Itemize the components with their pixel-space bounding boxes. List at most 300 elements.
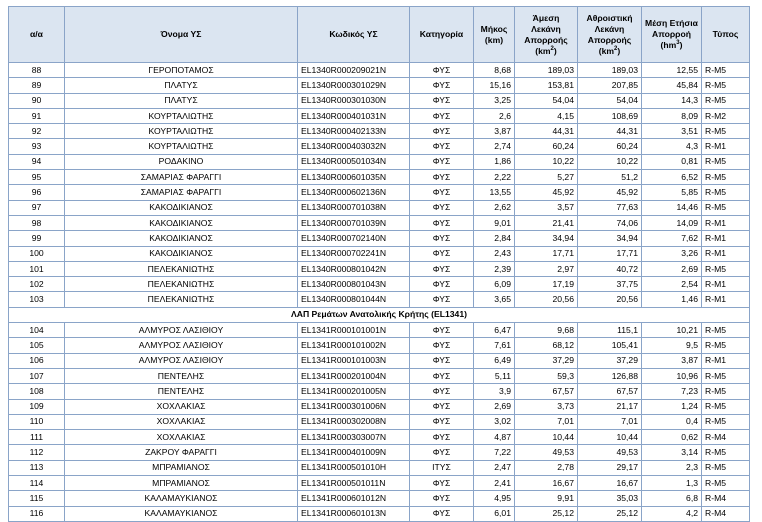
cell-code: EL1340R000209021N	[298, 63, 410, 78]
cell-cumulative-basin: 207,85	[578, 78, 642, 93]
cell-type: R-M5	[702, 460, 750, 475]
cell-cumulative-basin: 7,01	[578, 414, 642, 429]
table-row	[9, 277, 750, 292]
cell-direct-basin: 17,19	[515, 277, 578, 292]
cell-aa: 112	[9, 445, 65, 460]
cell-name: ΣΑΜΑΡΙΑΣ ΦΑΡΑΓΓΙ	[65, 170, 298, 185]
cell-length: 8,68	[474, 63, 515, 78]
cell-annual-runoff: 8,09	[642, 108, 702, 123]
table-row	[9, 491, 750, 506]
cell-type: R-M5	[702, 323, 750, 338]
cell-annual-runoff: 3,87	[642, 353, 702, 368]
header-annual-runoff	[642, 7, 702, 63]
header-annual-runoff-sup: 3	[676, 40, 680, 47]
cell-name: ΚΟΥΡΤΑΛΙΩΤΗΣ	[65, 124, 298, 139]
cell-length: 15,16	[474, 78, 515, 93]
cell-category: ΙΤΥΣ	[410, 460, 474, 475]
cell-category: ΦΥΣ	[410, 93, 474, 108]
cell-aa: 95	[9, 170, 65, 185]
cell-cumulative-basin: 77,63	[578, 200, 642, 215]
cell-name: ΑΛΜΥΡΟΣ ΛΑΣΙΘΙΟΥ	[65, 323, 298, 338]
cell-category: ΦΥΣ	[410, 384, 474, 399]
header-direct-basin-sup: 2	[550, 45, 554, 52]
cell-direct-basin: 5,27	[515, 170, 578, 185]
table-row	[9, 323, 750, 338]
cell-aa: 94	[9, 154, 65, 169]
cell-category: ΦΥΣ	[410, 506, 474, 521]
cell-code: EL1340R000702140N	[298, 231, 410, 246]
cell-cumulative-basin: 40,72	[578, 261, 642, 276]
cell-category: ΦΥΣ	[410, 124, 474, 139]
cell-type: R-M5	[702, 200, 750, 215]
cell-direct-basin: 9,68	[515, 323, 578, 338]
table-row	[9, 215, 750, 230]
cell-annual-runoff: 12,55	[642, 63, 702, 78]
cell-annual-runoff: 14,46	[642, 200, 702, 215]
cell-type: R-M2	[702, 108, 750, 123]
cell-category: ΦΥΣ	[410, 353, 474, 368]
cell-length: 2,6	[474, 108, 515, 123]
cell-type: R-M5	[702, 445, 750, 460]
cell-direct-basin: 9,91	[515, 491, 578, 506]
cell-code: EL1341R000303007N	[298, 430, 410, 445]
table-row	[9, 476, 750, 491]
cell-aa: 113	[9, 460, 65, 475]
cell-category: ΦΥΣ	[410, 277, 474, 292]
cell-name: ΑΛΜΥΡΟΣ ΛΑΣΙΘΙΟΥ	[65, 338, 298, 353]
cell-cumulative-basin: 44,31	[578, 124, 642, 139]
cell-cumulative-basin: 21,17	[578, 399, 642, 414]
cell-aa: 105	[9, 338, 65, 353]
cell-annual-runoff: 3,51	[642, 124, 702, 139]
cell-cumulative-basin: 74,06	[578, 215, 642, 230]
cell-aa: 97	[9, 200, 65, 215]
cell-name: ΜΠΡΑΜΙΑΝΟΣ	[65, 460, 298, 475]
table-row	[9, 506, 750, 521]
table-row	[9, 78, 750, 93]
cell-aa: 107	[9, 368, 65, 383]
cell-code: EL1341R000601013N	[298, 506, 410, 521]
cell-length: 4,95	[474, 491, 515, 506]
cell-annual-runoff: 14,3	[642, 93, 702, 108]
cell-type: R-M5	[702, 154, 750, 169]
cell-cumulative-basin: 45,92	[578, 185, 642, 200]
cell-length: 2,74	[474, 139, 515, 154]
cell-cumulative-basin: 105,41	[578, 338, 642, 353]
table-row	[9, 185, 750, 200]
cell-cumulative-basin: 17,71	[578, 246, 642, 261]
cell-category: ΦΥΣ	[410, 78, 474, 93]
cell-annual-runoff: 10,21	[642, 323, 702, 338]
cell-direct-basin: 67,57	[515, 384, 578, 399]
cell-cumulative-basin: 34,94	[578, 231, 642, 246]
header-aa: α/α	[9, 7, 65, 63]
cell-code: EL1340R000401031N	[298, 108, 410, 123]
cell-direct-basin: 45,92	[515, 185, 578, 200]
table-row	[9, 338, 750, 353]
cell-length: 6,09	[474, 277, 515, 292]
table-row	[9, 368, 750, 383]
cell-aa: 96	[9, 185, 65, 200]
cell-category: ΦΥΣ	[410, 445, 474, 460]
cell-aa: 89	[9, 78, 65, 93]
header-length: Μήκος (km)	[474, 7, 515, 63]
cell-type: R-M1	[702, 139, 750, 154]
cell-length: 2,22	[474, 170, 515, 185]
cell-code: EL1340R000501034N	[298, 154, 410, 169]
cell-cumulative-basin: 60,24	[578, 139, 642, 154]
table-row	[9, 124, 750, 139]
cell-direct-basin: 54,04	[515, 93, 578, 108]
cell-category: ΦΥΣ	[410, 154, 474, 169]
cell-name: ΣΑΜΑΡΙΑΣ ΦΑΡΑΓΓΙ	[65, 185, 298, 200]
cell-cumulative-basin: 49,53	[578, 445, 642, 460]
cell-annual-runoff: 7,23	[642, 384, 702, 399]
cell-type: R-M1	[702, 215, 750, 230]
table-row	[9, 139, 750, 154]
cell-category: ΦΥΣ	[410, 200, 474, 215]
cell-length: 3,25	[474, 93, 515, 108]
cell-length: 3,9	[474, 384, 515, 399]
header-direct-basin-text: Άμεση Λεκάνη Απορροής (km	[524, 12, 568, 56]
cell-length: 7,61	[474, 338, 515, 353]
table-row	[9, 246, 750, 261]
cell-type: R-M5	[702, 384, 750, 399]
table-row	[9, 353, 750, 368]
cell-aa: 106	[9, 353, 65, 368]
table-row	[9, 261, 750, 276]
water-bodies-table	[8, 6, 750, 522]
cell-category: ΦΥΣ	[410, 323, 474, 338]
cell-code: EL1340R000301029N	[298, 78, 410, 93]
table-group-heading	[9, 307, 750, 322]
cell-direct-basin: 153,81	[515, 78, 578, 93]
cell-category: ΦΥΣ	[410, 338, 474, 353]
table-row	[9, 445, 750, 460]
cell-cumulative-basin: 108,69	[578, 108, 642, 123]
cell-code: EL1340R000402133N	[298, 124, 410, 139]
cell-direct-basin: 21,41	[515, 215, 578, 230]
header-cumulative-basin-sup: 2	[614, 45, 618, 52]
cell-direct-basin: 68,12	[515, 338, 578, 353]
cell-category: ΦΥΣ	[410, 231, 474, 246]
table-row	[9, 108, 750, 123]
cell-cumulative-basin: 10,44	[578, 430, 642, 445]
cell-direct-basin: 4,15	[515, 108, 578, 123]
cell-category: ΦΥΣ	[410, 63, 474, 78]
cell-name: ΠΕΛΕΚΑΝΙΩΤΗΣ	[65, 261, 298, 276]
cell-aa: 110	[9, 414, 65, 429]
cell-type: R-M4	[702, 430, 750, 445]
cell-code: EL1341R000301006N	[298, 399, 410, 414]
cell-type: R-M5	[702, 78, 750, 93]
cell-direct-basin: 44,31	[515, 124, 578, 139]
table-row	[9, 154, 750, 169]
cell-annual-runoff: 5,85	[642, 185, 702, 200]
cell-aa: 93	[9, 139, 65, 154]
cell-aa: 98	[9, 215, 65, 230]
cell-category: ΦΥΣ	[410, 170, 474, 185]
cell-annual-runoff: 3,14	[642, 445, 702, 460]
cell-name: ΚΑΚΟΔΙΚΙΑΝΟΣ	[65, 200, 298, 215]
table-row	[9, 384, 750, 399]
cell-type: R-M5	[702, 63, 750, 78]
cell-type: R-M5	[702, 185, 750, 200]
cell-name: ΠΕΝΤΕΛΗΣ	[65, 368, 298, 383]
cell-length: 3,87	[474, 124, 515, 139]
cell-name: ΜΠΡΑΜΙΑΝΟΣ	[65, 476, 298, 491]
cell-type: R-M1	[702, 292, 750, 307]
cell-type: R-M1	[702, 277, 750, 292]
cell-cumulative-basin: 54,04	[578, 93, 642, 108]
cell-cumulative-basin: 67,57	[578, 384, 642, 399]
cell-cumulative-basin: 25,12	[578, 506, 642, 521]
cell-name: ΧΟΧΛΑΚΙΑΣ	[65, 399, 298, 414]
cell-type: R-M5	[702, 93, 750, 108]
cell-length: 2,39	[474, 261, 515, 276]
cell-code: EL1341R000201005N	[298, 384, 410, 399]
cell-code: EL1340R000701039N	[298, 215, 410, 230]
cell-cumulative-basin: 29,17	[578, 460, 642, 475]
cell-length: 2,62	[474, 200, 515, 215]
cell-annual-runoff: 14,09	[642, 215, 702, 230]
header-cumulative-basin-tail: )	[617, 45, 621, 56]
cell-code: EL1340R000403032N	[298, 139, 410, 154]
cell-direct-basin: 60,24	[515, 139, 578, 154]
header-category: Κατηγορία	[410, 7, 474, 63]
header-direct-basin-tail: )	[553, 45, 557, 56]
cell-code: EL1341R000101003N	[298, 353, 410, 368]
cell-direct-basin: 10,22	[515, 154, 578, 169]
cell-name: ΓΕΡΟΠΟΤΑΜΟΣ	[65, 63, 298, 78]
header-cumulative-basin-text: Αθροιστική Λεκάνη Απορροής (km	[586, 12, 633, 56]
cell-type: R-M1	[702, 246, 750, 261]
cell-length: 6,01	[474, 506, 515, 521]
cell-cumulative-basin: 51,2	[578, 170, 642, 185]
cell-annual-runoff: 4,2	[642, 506, 702, 521]
cell-name: ΚΑΛΑΜΑΥΚΙΑΝΟΣ	[65, 491, 298, 506]
cell-category: ΦΥΣ	[410, 491, 474, 506]
cell-name: ΚΟΥΡΤΑΛΙΩΤΗΣ	[65, 108, 298, 123]
cell-code: EL1341R000601012N	[298, 491, 410, 506]
cell-name: ΠΛΑΤΥΣ	[65, 93, 298, 108]
header-direct-basin	[515, 7, 578, 63]
cell-category: ΦΥΣ	[410, 139, 474, 154]
cell-name: ΠΕΝΤΕΛΗΣ	[65, 384, 298, 399]
cell-direct-basin: 49,53	[515, 445, 578, 460]
cell-length: 9,01	[474, 215, 515, 230]
cell-annual-runoff: 2,54	[642, 277, 702, 292]
cell-cumulative-basin: 10,22	[578, 154, 642, 169]
cell-aa: 115	[9, 491, 65, 506]
cell-length: 1,86	[474, 154, 515, 169]
cell-direct-basin: 34,94	[515, 231, 578, 246]
cell-length: 2,41	[474, 476, 515, 491]
table-row	[9, 460, 750, 475]
cell-cumulative-basin: 37,29	[578, 353, 642, 368]
table-body-group-1	[9, 63, 750, 308]
cell-annual-runoff: 0,81	[642, 154, 702, 169]
cell-category: ΦΥΣ	[410, 185, 474, 200]
cell-direct-basin: 189,03	[515, 63, 578, 78]
cell-cumulative-basin: 37,75	[578, 277, 642, 292]
cell-direct-basin: 25,12	[515, 506, 578, 521]
cell-name: ΑΛΜΥΡΟΣ ΛΑΣΙΘΙΟΥ	[65, 353, 298, 368]
table-row	[9, 63, 750, 78]
table-body-group-2	[9, 323, 750, 522]
cell-type: R-M5	[702, 338, 750, 353]
cell-length: 7,22	[474, 445, 515, 460]
cell-name: ΚΑΚΟΔΙΚΙΑΝΟΣ	[65, 231, 298, 246]
cell-name: ΡΟΔΑΚΙΝΟ	[65, 154, 298, 169]
cell-type: R-M4	[702, 506, 750, 521]
group-title-row	[9, 307, 750, 322]
cell-annual-runoff: 6,8	[642, 491, 702, 506]
table-row	[9, 399, 750, 414]
cell-length: 2,69	[474, 399, 515, 414]
cell-length: 6,47	[474, 323, 515, 338]
header-name: Όνομα ΥΣ	[65, 7, 298, 63]
cell-length: 2,47	[474, 460, 515, 475]
cell-annual-runoff: 9,5	[642, 338, 702, 353]
cell-code: EL1340R000301030N	[298, 93, 410, 108]
cell-type: R-M4	[702, 491, 750, 506]
cell-direct-basin: 10,44	[515, 430, 578, 445]
cell-code: EL1341R000401009N	[298, 445, 410, 460]
cell-cumulative-basin: 35,03	[578, 491, 642, 506]
cell-length: 3,65	[474, 292, 515, 307]
cell-type: R-M5	[702, 414, 750, 429]
cell-code: EL1341R000101002N	[298, 338, 410, 353]
table-row	[9, 430, 750, 445]
cell-annual-runoff: 2,69	[642, 261, 702, 276]
header-type: Τύπος	[702, 7, 750, 63]
cell-code: EL1340R000601035N	[298, 170, 410, 185]
cell-aa: 103	[9, 292, 65, 307]
cell-length: 2,43	[474, 246, 515, 261]
cell-code: EL1341R000501011N	[298, 476, 410, 491]
cell-length: 3,02	[474, 414, 515, 429]
cell-code: EL1340R000701038N	[298, 200, 410, 215]
cell-cumulative-basin: 115,1	[578, 323, 642, 338]
cell-aa: 92	[9, 124, 65, 139]
cell-type: R-M5	[702, 170, 750, 185]
cell-aa: 90	[9, 93, 65, 108]
cell-annual-runoff: 2,3	[642, 460, 702, 475]
table-row	[9, 231, 750, 246]
cell-name: ΚΑΚΟΔΙΚΙΑΝΟΣ	[65, 215, 298, 230]
table-row	[9, 170, 750, 185]
table-row	[9, 292, 750, 307]
document-table-container	[8, 6, 750, 522]
cell-direct-basin: 2,97	[515, 261, 578, 276]
cell-annual-runoff: 0,4	[642, 414, 702, 429]
table-row	[9, 200, 750, 215]
cell-category: ΦΥΣ	[410, 108, 474, 123]
table-row	[9, 414, 750, 429]
cell-length: 6,49	[474, 353, 515, 368]
cell-name: ΚΑΛΑΜΑΥΚΙΑΝΟΣ	[65, 506, 298, 521]
cell-direct-basin: 59,3	[515, 368, 578, 383]
cell-code: EL1340R000801044N	[298, 292, 410, 307]
header-cumulative-basin	[578, 7, 642, 63]
cell-code: EL1341R000501010H	[298, 460, 410, 475]
cell-type: R-M5	[702, 261, 750, 276]
header-annual-runoff-tail: )	[679, 40, 683, 50]
cell-annual-runoff: 4,3	[642, 139, 702, 154]
cell-cumulative-basin: 16,67	[578, 476, 642, 491]
cell-direct-basin: 20,56	[515, 292, 578, 307]
cell-type: R-M1	[702, 231, 750, 246]
cell-name: ΧΟΧΛΑΚΙΑΣ	[65, 414, 298, 429]
cell-annual-runoff: 3,26	[642, 246, 702, 261]
cell-name: ΚΑΚΟΔΙΚΙΑΝΟΣ	[65, 246, 298, 261]
cell-annual-runoff: 7,62	[642, 231, 702, 246]
cell-category: ΦΥΣ	[410, 414, 474, 429]
cell-annual-runoff: 1,24	[642, 399, 702, 414]
cell-annual-runoff: 1,3	[642, 476, 702, 491]
cell-cumulative-basin: 189,03	[578, 63, 642, 78]
cell-name: ΠΕΛΕΚΑΝΙΩΤΗΣ	[65, 292, 298, 307]
cell-category: ΦΥΣ	[410, 476, 474, 491]
cell-code: EL1340R000702241N	[298, 246, 410, 261]
cell-length: 4,87	[474, 430, 515, 445]
cell-annual-runoff: 45,84	[642, 78, 702, 93]
cell-code: EL1340R000801042N	[298, 261, 410, 276]
cell-cumulative-basin: 20,56	[578, 292, 642, 307]
cell-aa: 102	[9, 277, 65, 292]
cell-annual-runoff: 1,46	[642, 292, 702, 307]
cell-aa: 109	[9, 399, 65, 414]
cell-type: R-M1	[702, 353, 750, 368]
cell-aa: 88	[9, 63, 65, 78]
header-annual-runoff-text: Μέση Ετήσια Απορροή (hm	[645, 18, 698, 50]
cell-type: R-M5	[702, 399, 750, 414]
cell-category: ΦΥΣ	[410, 292, 474, 307]
cell-name: ΧΟΧΛΑΚΙΑΣ	[65, 430, 298, 445]
cell-aa: 101	[9, 261, 65, 276]
header-code: Κωδικός ΥΣ	[298, 7, 410, 63]
cell-aa: 100	[9, 246, 65, 261]
cell-annual-runoff: 10,96	[642, 368, 702, 383]
cell-aa: 104	[9, 323, 65, 338]
cell-category: ΦΥΣ	[410, 368, 474, 383]
cell-annual-runoff: 6,52	[642, 170, 702, 185]
cell-type: R-M5	[702, 368, 750, 383]
cell-name: ΖΑΚΡΟΥ ΦΑΡΑΓΓΙ	[65, 445, 298, 460]
cell-category: ΦΥΣ	[410, 399, 474, 414]
cell-aa: 116	[9, 506, 65, 521]
cell-direct-basin: 17,71	[515, 246, 578, 261]
cell-type: R-M5	[702, 124, 750, 139]
cell-aa: 114	[9, 476, 65, 491]
cell-code: EL1341R000302008N	[298, 414, 410, 429]
cell-type: R-M5	[702, 476, 750, 491]
cell-aa: 99	[9, 231, 65, 246]
cell-aa: 91	[9, 108, 65, 123]
cell-aa: 111	[9, 430, 65, 445]
cell-name: ΠΛΑΤΥΣ	[65, 78, 298, 93]
cell-code: EL1340R000602136N	[298, 185, 410, 200]
table-row	[9, 93, 750, 108]
cell-length: 2,84	[474, 231, 515, 246]
cell-direct-basin: 7,01	[515, 414, 578, 429]
cell-direct-basin: 3,73	[515, 399, 578, 414]
cell-aa: 108	[9, 384, 65, 399]
cell-category: ΦΥΣ	[410, 215, 474, 230]
cell-direct-basin: 37,29	[515, 353, 578, 368]
cell-annual-runoff: 0,62	[642, 430, 702, 445]
